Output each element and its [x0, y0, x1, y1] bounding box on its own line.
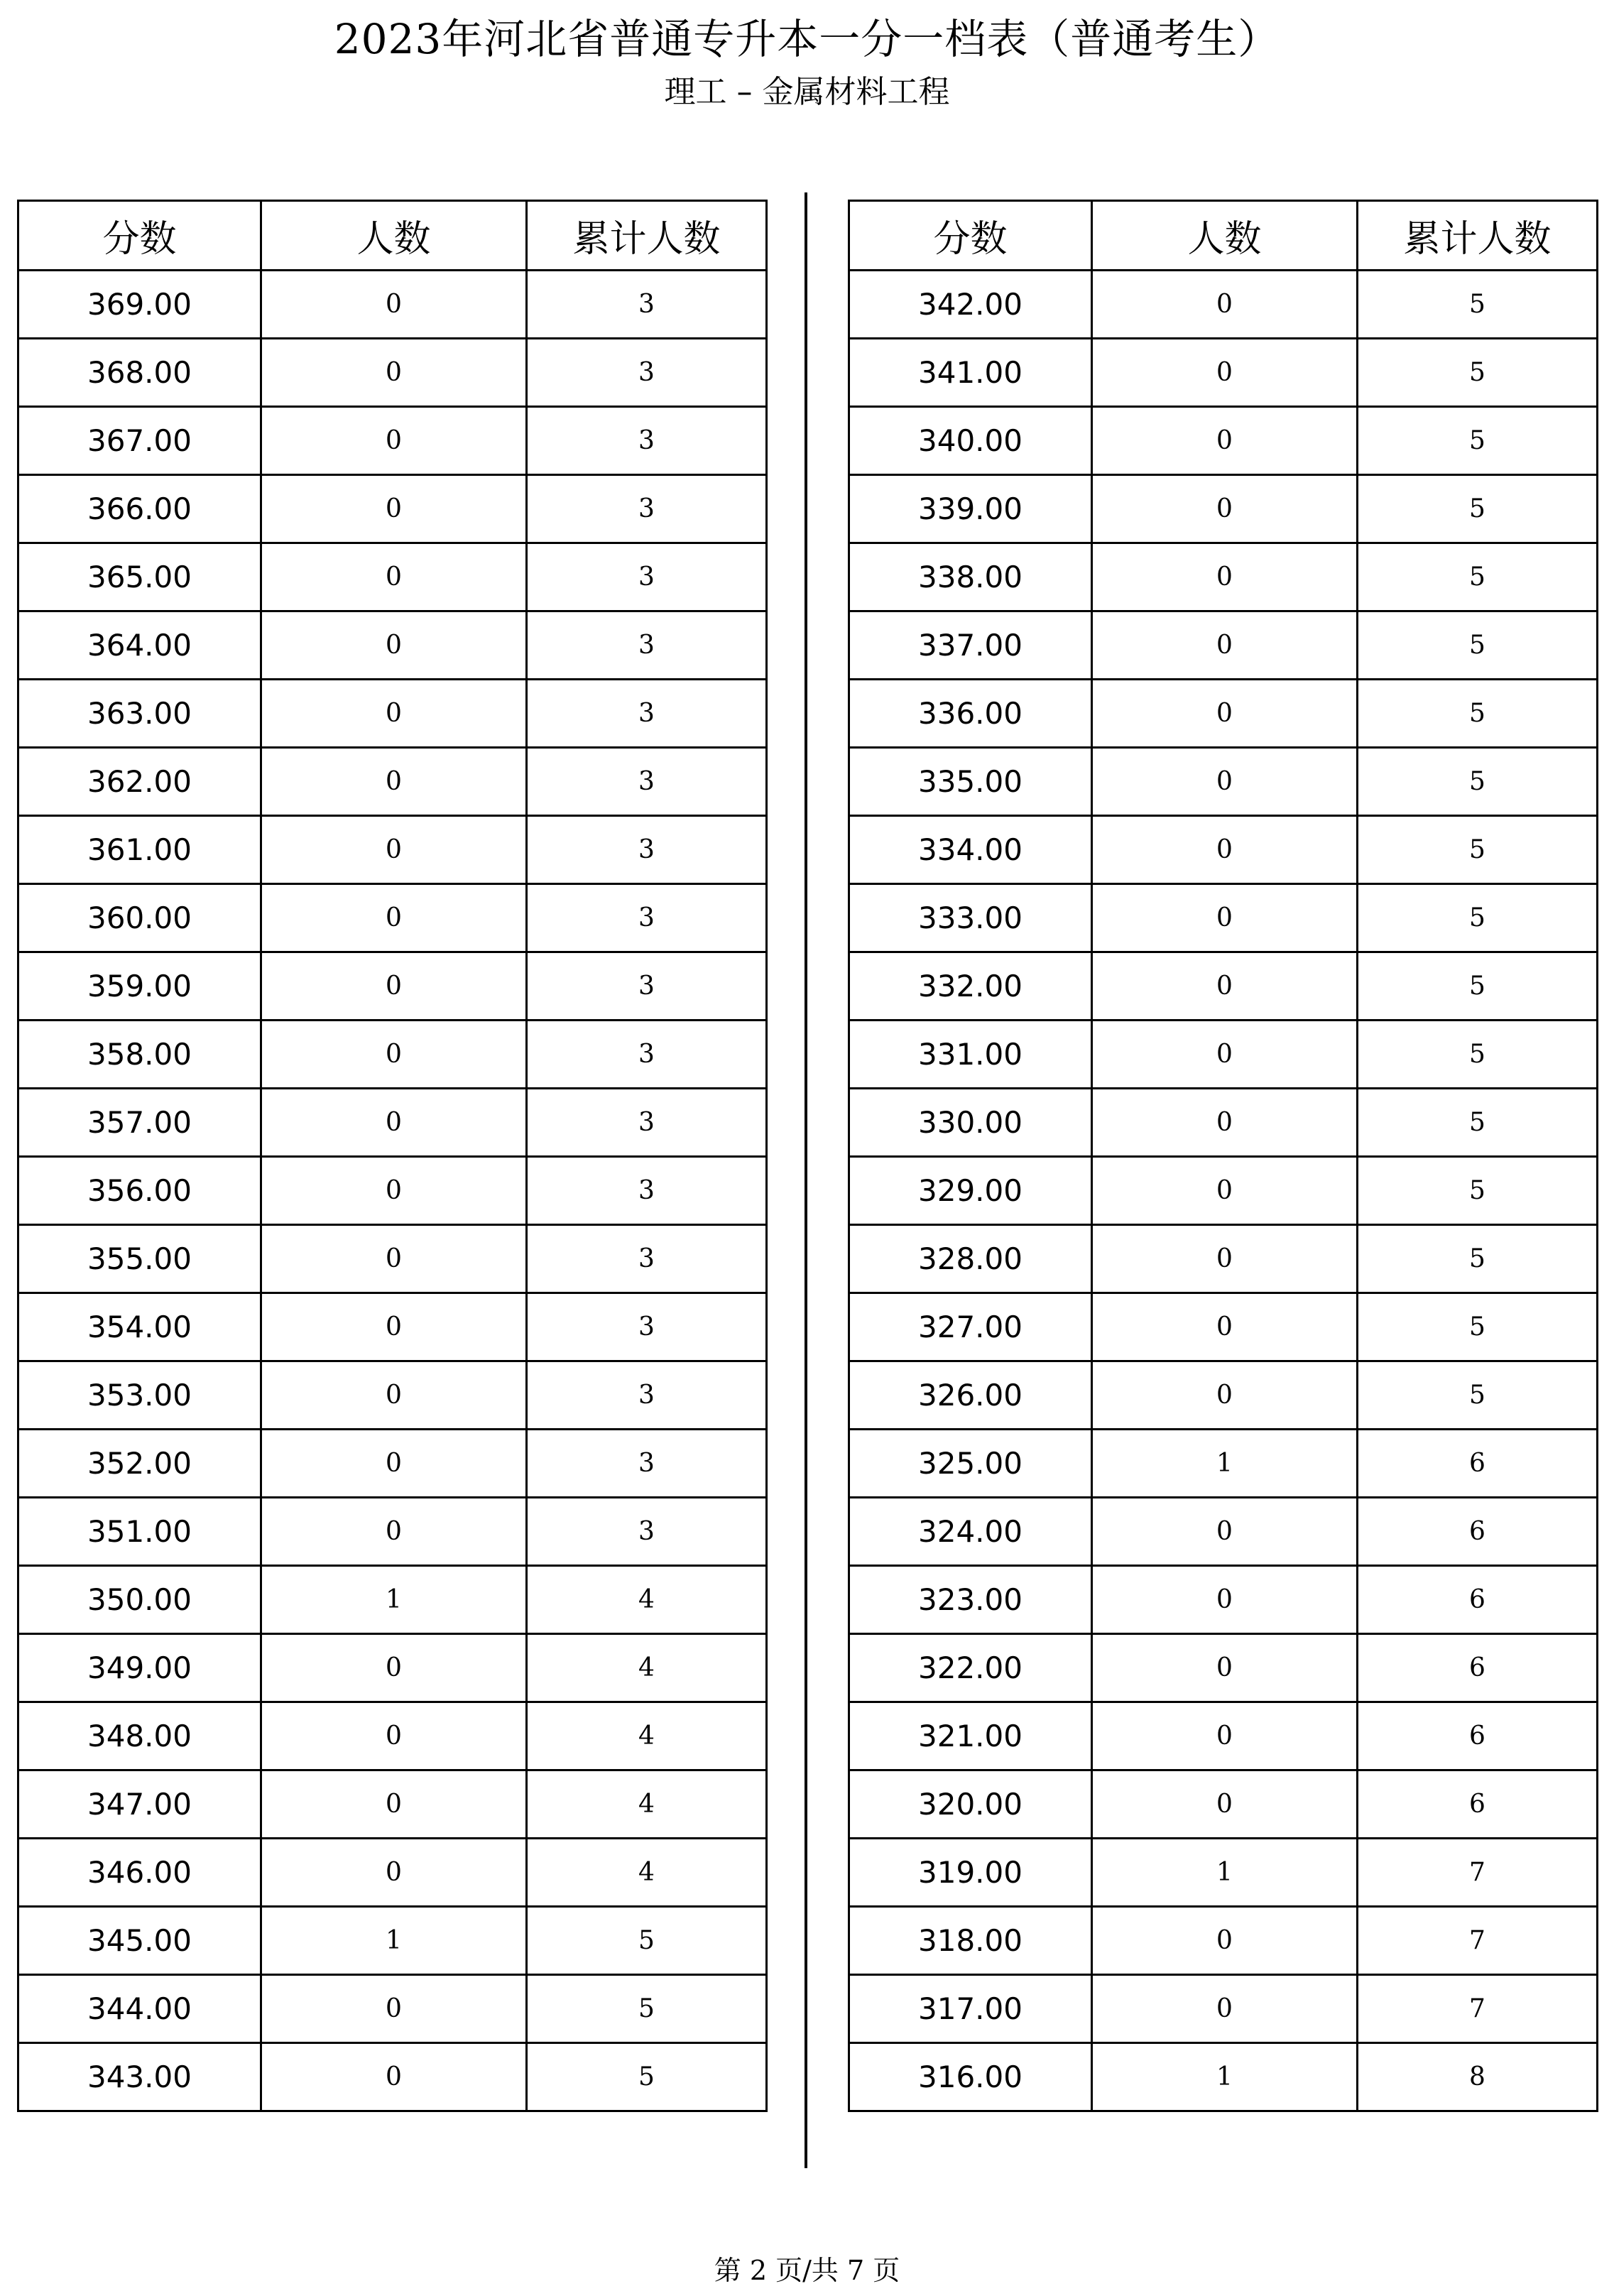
table-row: [18, 543, 767, 611]
count-cell: 0: [261, 1702, 527, 1770]
score-cell: 333.00: [849, 884, 1092, 952]
cumulative-cell: 6: [1358, 1702, 1598, 1770]
score-cell: 327.00: [849, 1293, 1092, 1361]
table-row: [18, 1498, 767, 1566]
cumulative-cell: 6: [1358, 1566, 1598, 1634]
table-row: [18, 1566, 767, 1634]
cumulative-cell: 5: [1358, 475, 1598, 543]
score-cell: 362.00: [18, 748, 261, 816]
table-row: [849, 543, 1598, 611]
score-cell: 360.00: [18, 884, 261, 952]
table-row: [18, 952, 767, 1021]
table-row: [18, 680, 767, 748]
table-row: [18, 1634, 767, 1702]
header-count: 人数: [261, 201, 527, 271]
score-cell: 354.00: [18, 1293, 261, 1361]
cumulative-cell: 5: [1358, 816, 1598, 884]
header-cumulative: 累计人数: [1358, 201, 1598, 271]
count-cell: 0: [261, 748, 527, 816]
score-cell: 325.00: [849, 1430, 1092, 1498]
table-row: [849, 339, 1598, 407]
score-table-right: [848, 200, 1598, 2112]
page-subtitle: 理工 – 金属材料工程: [664, 74, 950, 110]
table-row: [849, 1157, 1598, 1225]
score-cell: 363.00: [18, 680, 261, 748]
count-cell: 0: [1092, 543, 1358, 611]
count-cell: 0: [1092, 1975, 1358, 2043]
table-row: [849, 1293, 1598, 1361]
count-cell: 0: [1092, 1225, 1358, 1293]
cumulative-cell: 7: [1358, 1839, 1598, 1907]
cumulative-cell: 3: [527, 1430, 767, 1498]
table-row: [18, 884, 767, 952]
count-cell: 0: [261, 1021, 527, 1089]
count-cell: 0: [1092, 1770, 1358, 1839]
count-cell: 0: [1092, 1293, 1358, 1361]
cumulative-cell: 4: [527, 1839, 767, 1907]
cumulative-cell: 5: [1358, 339, 1598, 407]
score-cell: 356.00: [18, 1157, 261, 1225]
count-cell: 0: [261, 1361, 527, 1430]
score-cell: 338.00: [849, 543, 1092, 611]
table-row: [18, 1770, 767, 1839]
count-cell: 0: [261, 1430, 527, 1498]
count-cell: 1: [1092, 2043, 1358, 2111]
cumulative-cell: 3: [527, 1089, 767, 1157]
score-cell: 339.00: [849, 475, 1092, 543]
cumulative-cell: 4: [527, 1566, 767, 1634]
cumulative-cell: 5: [527, 1907, 767, 1975]
count-cell: 0: [1092, 680, 1358, 748]
count-cell: 0: [261, 1975, 527, 2043]
count-cell: 0: [261, 1089, 527, 1157]
cumulative-cell: 3: [527, 1021, 767, 1089]
table-row: [849, 1907, 1598, 1975]
table-row: [849, 1975, 1598, 2043]
score-cell: 367.00: [18, 407, 261, 475]
count-cell: 0: [261, 611, 527, 680]
count-cell: 0: [1092, 748, 1358, 816]
table-row: [849, 271, 1598, 339]
table-row: [18, 2043, 767, 2111]
count-cell: 0: [261, 952, 527, 1021]
count-cell: 0: [261, 1498, 527, 1566]
cumulative-cell: 5: [1358, 884, 1598, 952]
score-cell: 328.00: [849, 1225, 1092, 1293]
table-header-row: [18, 201, 767, 271]
table-row: [18, 1157, 767, 1225]
score-cell: 364.00: [18, 611, 261, 680]
header-score: 分数: [849, 201, 1092, 271]
score-cell: 361.00: [18, 816, 261, 884]
count-cell: 0: [261, 1839, 527, 1907]
score-cell: 350.00: [18, 1566, 261, 1634]
score-cell: 357.00: [18, 1089, 261, 1157]
count-cell: 0: [1092, 1361, 1358, 1430]
cumulative-cell: 6: [1358, 1770, 1598, 1839]
cumulative-cell: 3: [527, 611, 767, 680]
table-row: [18, 611, 767, 680]
cumulative-cell: 5: [1358, 680, 1598, 748]
score-table-left: [17, 200, 768, 2112]
table-row: [849, 475, 1598, 543]
table-row: [849, 884, 1598, 952]
table-row: [849, 1089, 1598, 1157]
table-row: [18, 1907, 767, 1975]
count-cell: 1: [1092, 1839, 1358, 1907]
count-cell: 0: [261, 1157, 527, 1225]
count-cell: 0: [261, 1225, 527, 1293]
score-cell: 368.00: [18, 339, 261, 407]
header-count: 人数: [1092, 201, 1358, 271]
table-row: [849, 816, 1598, 884]
score-cell: 345.00: [18, 1907, 261, 1975]
table-row: [18, 1702, 767, 1770]
header-score: 分数: [18, 201, 261, 271]
score-cell: 342.00: [849, 271, 1092, 339]
count-cell: 0: [261, 339, 527, 407]
score-cell: 358.00: [18, 1021, 261, 1089]
count-cell: 0: [261, 816, 527, 884]
cumulative-cell: 5: [1358, 1021, 1598, 1089]
count-cell: 0: [1092, 271, 1358, 339]
table-row: [18, 339, 767, 407]
score-cell: 355.00: [18, 1225, 261, 1293]
table-row: [849, 1634, 1598, 1702]
cumulative-cell: 5: [1358, 543, 1598, 611]
cumulative-cell: 3: [527, 1361, 767, 1430]
count-cell: 1: [261, 1566, 527, 1634]
score-cell: 352.00: [18, 1430, 261, 1498]
table-row: [849, 1498, 1598, 1566]
cumulative-cell: 6: [1358, 1498, 1598, 1566]
score-cell: 341.00: [849, 339, 1092, 407]
count-cell: 0: [261, 1770, 527, 1839]
count-cell: 0: [1092, 1907, 1358, 1975]
score-cell: 349.00: [18, 1634, 261, 1702]
table-row: [18, 1293, 767, 1361]
table-row: [849, 1430, 1598, 1498]
table-row: [849, 1702, 1598, 1770]
score-cell: 334.00: [849, 816, 1092, 884]
score-cell: 353.00: [18, 1361, 261, 1430]
table-row: [18, 748, 767, 816]
cumulative-cell: 5: [1358, 952, 1598, 1021]
cumulative-cell: 7: [1358, 1975, 1598, 2043]
table-row: [18, 1839, 767, 1907]
cumulative-cell: 5: [1358, 1225, 1598, 1293]
cumulative-cell: 5: [1358, 1293, 1598, 1361]
table-header-row: [849, 201, 1598, 271]
score-cell: 326.00: [849, 1361, 1092, 1430]
count-cell: 0: [261, 1293, 527, 1361]
score-cell: 329.00: [849, 1157, 1092, 1225]
count-cell: 0: [261, 407, 527, 475]
cumulative-cell: 3: [527, 1498, 767, 1566]
cumulative-cell: 4: [527, 1770, 767, 1839]
table-row: [18, 407, 767, 475]
score-cell: 366.00: [18, 475, 261, 543]
count-cell: 0: [261, 2043, 527, 2111]
count-cell: 0: [1092, 1702, 1358, 1770]
count-cell: 1: [261, 1907, 527, 1975]
score-cell: 323.00: [849, 1566, 1092, 1634]
column-divider: [805, 192, 807, 2168]
count-cell: 0: [1092, 1021, 1358, 1089]
score-cell: 322.00: [849, 1634, 1092, 1702]
cumulative-cell: 4: [527, 1634, 767, 1702]
score-cell: 346.00: [18, 1839, 261, 1907]
count-cell: 0: [1092, 1157, 1358, 1225]
table-row: [18, 1225, 767, 1293]
cumulative-cell: 3: [527, 1225, 767, 1293]
score-cell: 317.00: [849, 1975, 1092, 2043]
score-cell: 318.00: [849, 1907, 1092, 1975]
table-row: [18, 271, 767, 339]
score-cell: 332.00: [849, 952, 1092, 1021]
cumulative-cell: 5: [527, 2043, 767, 2111]
cumulative-cell: 5: [1358, 1361, 1598, 1430]
count-cell: 0: [1092, 1566, 1358, 1634]
score-cell: 340.00: [849, 407, 1092, 475]
cumulative-cell: 3: [527, 543, 767, 611]
count-cell: 0: [1092, 884, 1358, 952]
table-row: [18, 816, 767, 884]
score-cell: 331.00: [849, 1021, 1092, 1089]
cumulative-cell: 3: [527, 952, 767, 1021]
table-row: [849, 2043, 1598, 2111]
score-cell: 321.00: [849, 1702, 1092, 1770]
cumulative-cell: 5: [1358, 611, 1598, 680]
header-cumulative: 累计人数: [527, 201, 767, 271]
cumulative-cell: 3: [527, 816, 767, 884]
score-cell: 335.00: [849, 748, 1092, 816]
table-row: [18, 1089, 767, 1157]
cumulative-cell: 3: [527, 884, 767, 952]
table-row: [849, 1225, 1598, 1293]
count-cell: 0: [1092, 475, 1358, 543]
cumulative-cell: 8: [1358, 2043, 1598, 2111]
score-cell: 330.00: [849, 1089, 1092, 1157]
count-cell: 0: [1092, 407, 1358, 475]
score-cell: 320.00: [849, 1770, 1092, 1839]
count-cell: 0: [1092, 1089, 1358, 1157]
cumulative-cell: 5: [1358, 1089, 1598, 1157]
count-cell: 0: [1092, 1634, 1358, 1702]
count-cell: 0: [1092, 1498, 1358, 1566]
table-row: [849, 748, 1598, 816]
cumulative-cell: 3: [527, 748, 767, 816]
count-cell: 0: [1092, 339, 1358, 407]
cumulative-cell: 5: [527, 1975, 767, 2043]
table-row: [18, 475, 767, 543]
score-cell: 336.00: [849, 680, 1092, 748]
cumulative-cell: 3: [527, 339, 767, 407]
score-cell: 347.00: [18, 1770, 261, 1839]
table-row: [849, 1839, 1598, 1907]
count-cell: 0: [261, 543, 527, 611]
count-cell: 0: [261, 884, 527, 952]
cumulative-cell: 5: [1358, 407, 1598, 475]
table-row: [849, 407, 1598, 475]
cumulative-cell: 3: [527, 407, 767, 475]
cumulative-cell: 3: [527, 475, 767, 543]
table-row: [849, 1566, 1598, 1634]
table-row: [849, 1021, 1598, 1089]
score-cell: 348.00: [18, 1702, 261, 1770]
cumulative-cell: 3: [527, 680, 767, 748]
cumulative-cell: 5: [1358, 748, 1598, 816]
table-row: [849, 680, 1598, 748]
count-cell: 0: [261, 1634, 527, 1702]
table-row: [849, 611, 1598, 680]
score-cell: 351.00: [18, 1498, 261, 1566]
count-cell: 0: [1092, 611, 1358, 680]
score-cell: 324.00: [849, 1498, 1092, 1566]
table-row: [18, 1021, 767, 1089]
cumulative-cell: 3: [527, 1293, 767, 1361]
count-cell: 0: [1092, 816, 1358, 884]
cumulative-cell: 3: [527, 271, 767, 339]
count-cell: 0: [261, 680, 527, 748]
count-cell: 0: [1092, 952, 1358, 1021]
table-row: [18, 1430, 767, 1498]
score-cell: 365.00: [18, 543, 261, 611]
count-cell: 0: [261, 475, 527, 543]
table-row: [18, 1361, 767, 1430]
page-title: 2023年河北省普通专升本一分一档表（普通考生）: [334, 15, 1280, 63]
cumulative-cell: 3: [527, 1157, 767, 1225]
score-cell: 316.00: [849, 2043, 1092, 2111]
score-cell: 369.00: [18, 271, 261, 339]
count-cell: 1: [1092, 1430, 1358, 1498]
table-row: [849, 1770, 1598, 1839]
score-cell: 343.00: [18, 2043, 261, 2111]
cumulative-cell: 4: [527, 1702, 767, 1770]
table-row: [18, 1975, 767, 2043]
score-cell: 344.00: [18, 1975, 261, 2043]
cumulative-cell: 6: [1358, 1430, 1598, 1498]
table-row: [849, 1361, 1598, 1430]
cumulative-cell: 5: [1358, 271, 1598, 339]
score-cell: 359.00: [18, 952, 261, 1021]
table-row: [849, 952, 1598, 1021]
cumulative-cell: 6: [1358, 1634, 1598, 1702]
page-footer: 第 2 页/共 7 页: [714, 2255, 900, 2286]
count-cell: 0: [261, 271, 527, 339]
cumulative-cell: 7: [1358, 1907, 1598, 1975]
cumulative-cell: 5: [1358, 1157, 1598, 1225]
score-cell: 337.00: [849, 611, 1092, 680]
score-cell: 319.00: [849, 1839, 1092, 1907]
